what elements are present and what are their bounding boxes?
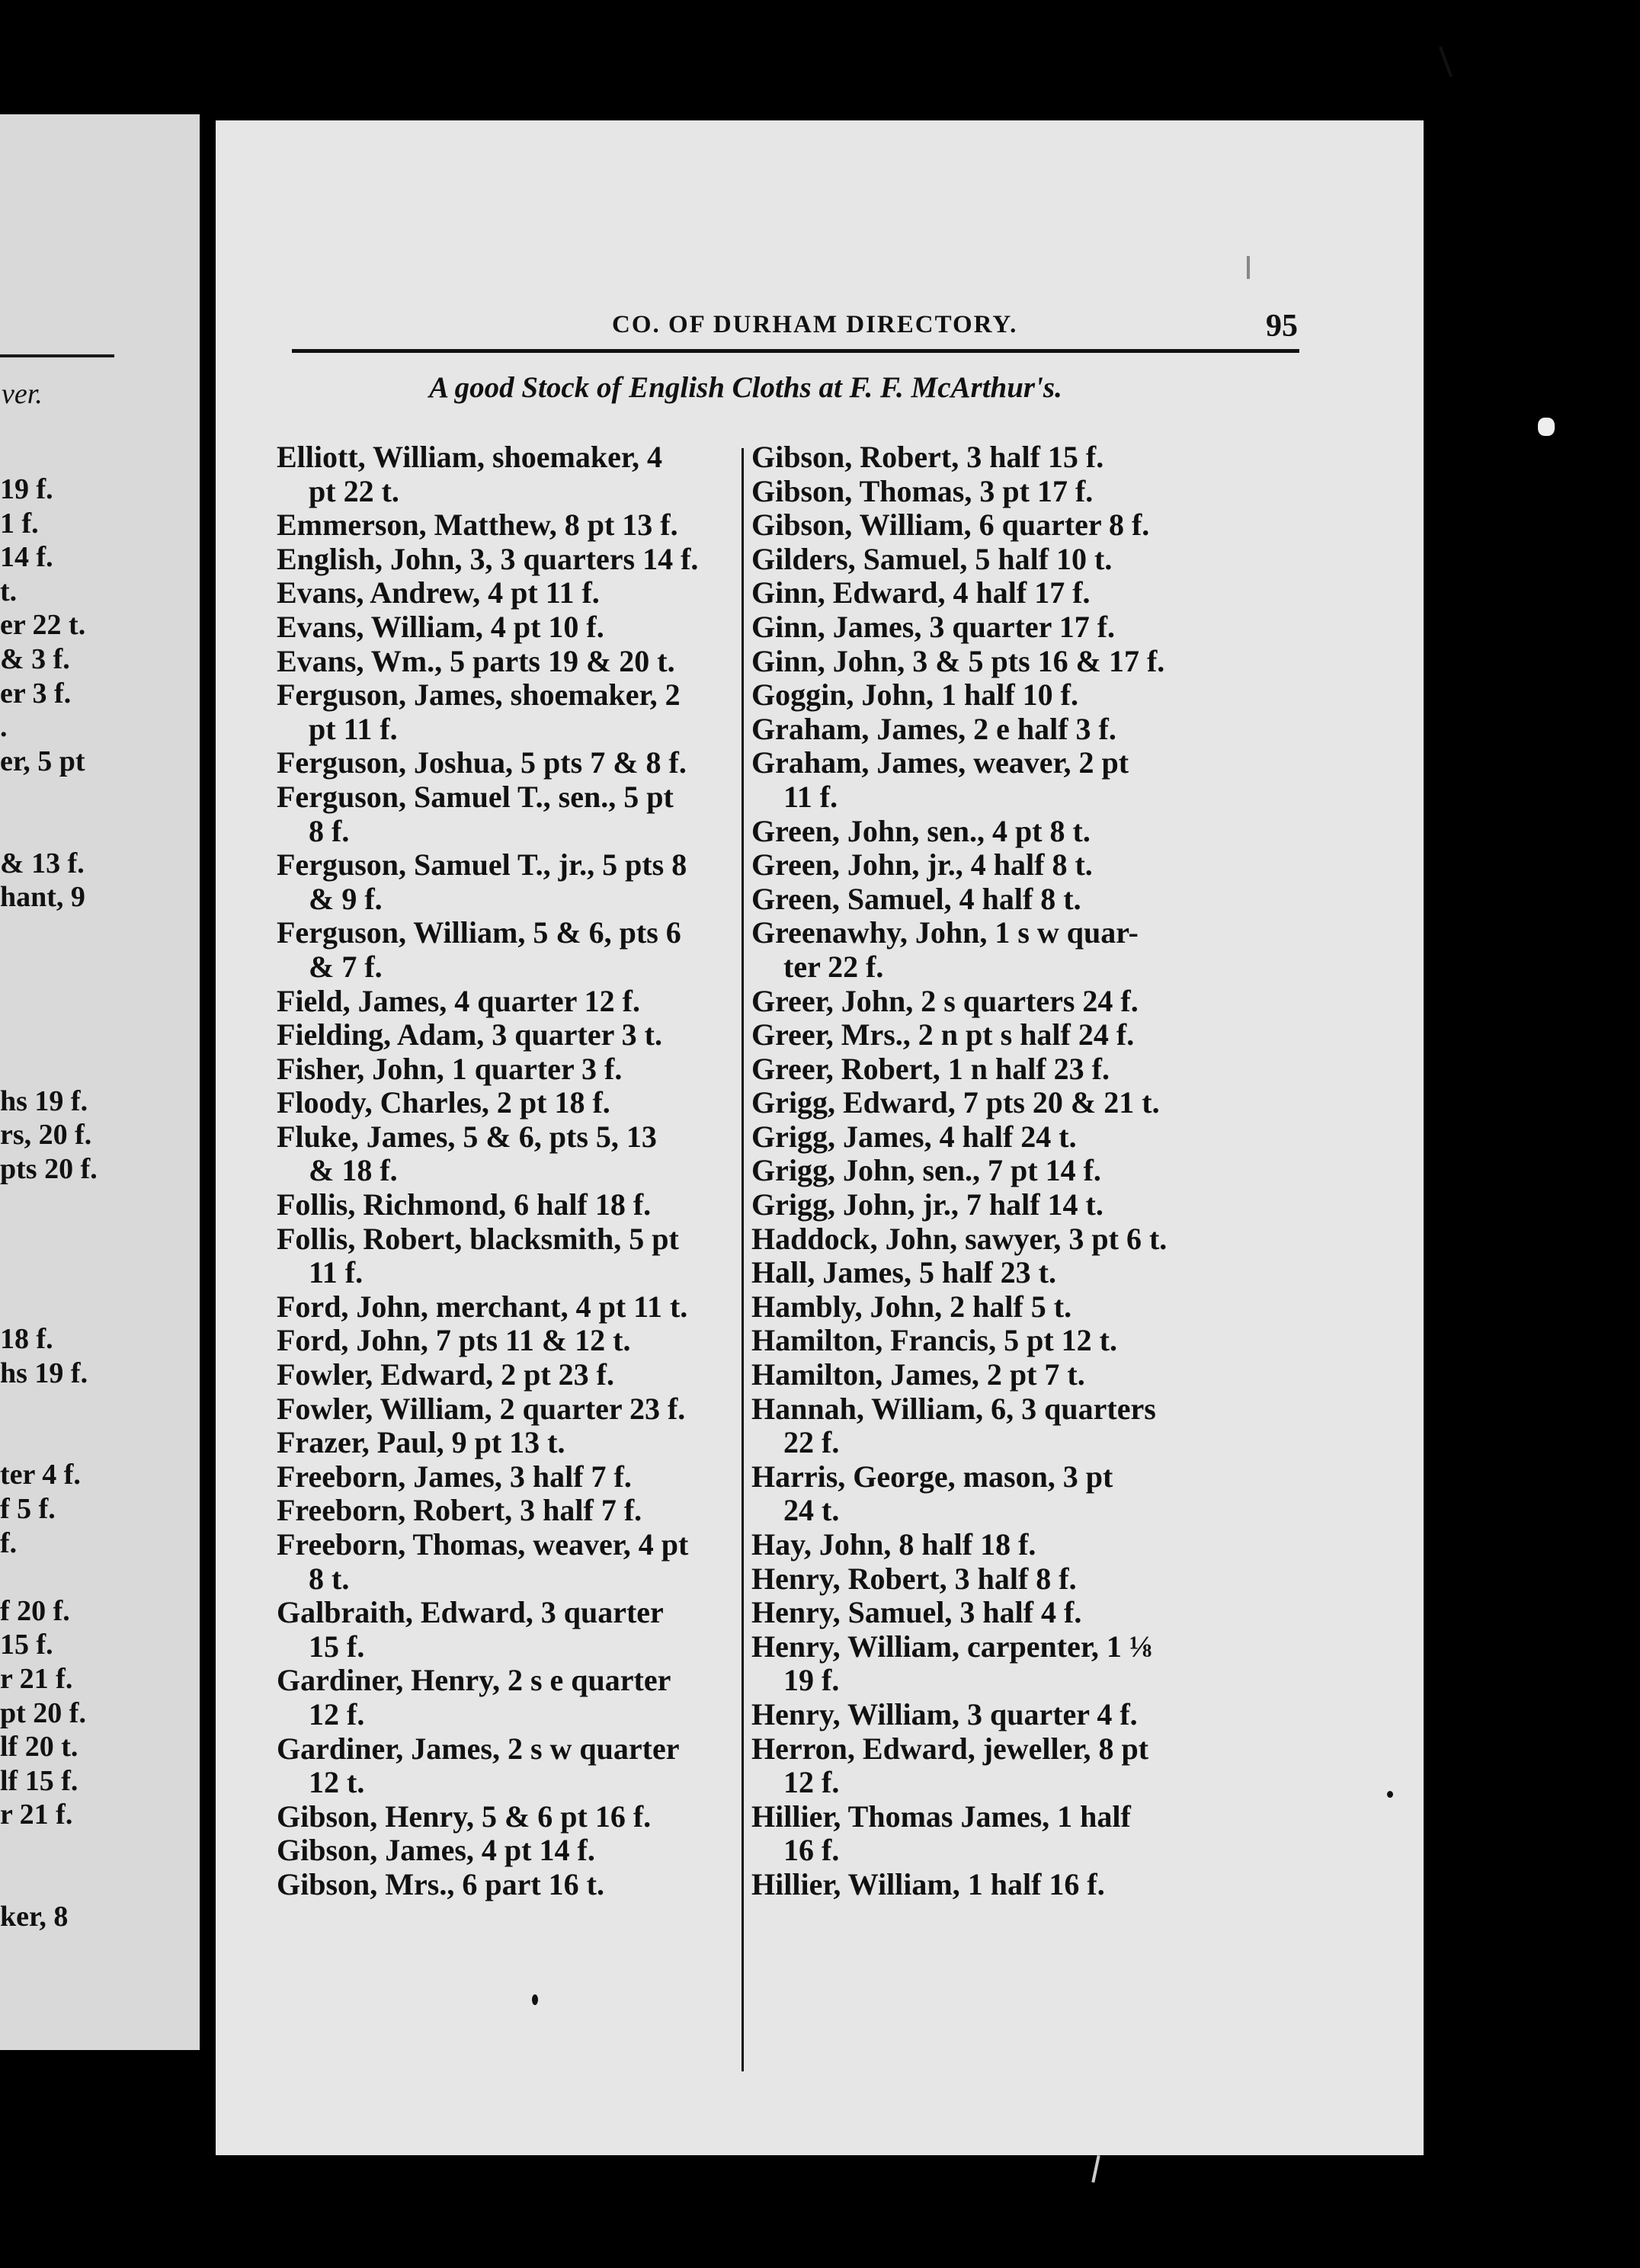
entry-line: Freeborn, Robert, 3 half 7 f. — [277, 1493, 642, 1528]
adjacent-page-fragment-line: er, 5 pt — [0, 745, 85, 777]
entry-line: Fielding, Adam, 3 quarter 3 t. — [277, 1017, 662, 1052]
directory-entry — [277, 508, 738, 543]
directory-entry — [751, 1290, 1239, 1325]
directory-entry — [277, 576, 738, 610]
scan-speck — [1439, 46, 1453, 78]
directory-title: CO. OF DURHAM DIRECTORY. — [612, 311, 1018, 338]
directory-entry — [751, 543, 1239, 577]
entry-line: Gardiner, James, 2 s w quarter — [277, 1731, 680, 1766]
directory-entry — [277, 746, 738, 780]
entry-line: Follis, Robert, blacksmith, 5 pt — [277, 1221, 679, 1256]
directory-entry — [277, 780, 738, 848]
directory-entry — [751, 985, 1239, 1019]
scan-speck — [1091, 2155, 1100, 2183]
directory-entry — [751, 678, 1239, 713]
entry-line: Freeborn, James, 3 half 7 f. — [277, 1459, 632, 1494]
entry-line: Field, James, 4 quarter 12 f. — [277, 983, 640, 1018]
entry-continuation: 24 t. — [783, 1493, 840, 1528]
entry-line: Fluke, James, 5 & 6, pts 5, 13 — [277, 1119, 657, 1154]
entry-line: Follis, Richmond, 6 half 18 f. — [277, 1187, 652, 1222]
entry-line: Ginn, James, 3 quarter 17 f. — [751, 609, 1116, 644]
entry-line: Henry, Samuel, 3 half 4 f. — [751, 1595, 1082, 1630]
entry-line: Ginn, John, 3 & 5 pts 16 & 17 f. — [751, 643, 1165, 678]
entry-continuation: pt 22 t. — [309, 473, 399, 508]
entry-line: Emmerson, Matthew, 8 pt 13 f. — [277, 508, 678, 543]
directory-entry — [277, 1868, 738, 1902]
entry-continuation: & 7 f. — [309, 949, 383, 984]
scan-speck — [1387, 1791, 1393, 1798]
directory-entry — [751, 1188, 1239, 1222]
directory-entry — [277, 1732, 738, 1800]
entry-line: Hambly, John, 2 half 5 t. — [751, 1289, 1072, 1324]
directory-entry — [751, 848, 1239, 883]
adjacent-page-fragment-line: t. — [0, 575, 18, 607]
entry-line: Herron, Edward, jeweller, 8 pt — [751, 1731, 1149, 1766]
entry-line: Gibson, Thomas, 3 pt 17 f. — [751, 473, 1094, 508]
entry-continuation: 12 t. — [309, 1765, 365, 1800]
entry-line: Grigg, Edward, 7 pts 20 & 21 t. — [751, 1085, 1160, 1120]
directory-entry — [751, 916, 1239, 984]
directory-entry — [751, 508, 1239, 543]
directory-entry — [751, 1596, 1239, 1630]
adjacent-page-fragment-line: & 3 f. — [0, 643, 70, 675]
directory-entry — [277, 1324, 738, 1358]
directory-entry — [751, 1052, 1239, 1087]
entry-line: Ferguson, Samuel T., sen., 5 pt — [277, 779, 674, 814]
entry-continuation: ter 22 f. — [783, 949, 884, 984]
entry-line: Hamilton, Francis, 5 pt 12 t. — [751, 1323, 1117, 1358]
adjacent-page-fragment-line: rs, 20 f. — [0, 1119, 92, 1152]
entry-continuation: 15 f. — [309, 1629, 365, 1664]
directory-entry — [751, 475, 1239, 509]
entry-line: Evans, Andrew, 4 pt 11 f. — [277, 575, 600, 610]
directory-entry — [277, 543, 738, 577]
adjacent-page-fragment-line: f 20 f. — [0, 1594, 70, 1627]
entry-line: Goggin, John, 1 half 10 f. — [751, 678, 1078, 713]
adjacent-page-fragment-line: er 3 f. — [0, 677, 72, 710]
entry-line: English, John, 3, 3 quarters 14 f. — [277, 541, 699, 576]
entry-continuation: 16 f. — [783, 1833, 840, 1868]
adjacent-page-fragment-line: ter 4 f. — [0, 1459, 81, 1491]
entry-continuation: & 18 f. — [309, 1153, 398, 1188]
entry-line: Graham, James, 2 e half 3 f. — [751, 711, 1116, 746]
column-divider — [742, 448, 744, 2071]
directory-entry — [277, 1664, 738, 1731]
adjacent-page-fragment-line: hs 19 f. — [0, 1357, 88, 1389]
entry-line: Ferguson, Joshua, 5 pts 7 & 8 f. — [277, 745, 687, 780]
adjacent-page-fragment-line: lf 15 f. — [0, 1764, 78, 1797]
directory-entry — [277, 1358, 738, 1392]
directory-entry — [277, 440, 738, 508]
header-rule — [292, 349, 1299, 353]
entry-line: Ford, John, 7 pts 11 & 12 t. — [277, 1323, 631, 1358]
directory-entry — [751, 1120, 1239, 1155]
entry-line: Greer, Robert, 1 n half 23 f. — [751, 1051, 1110, 1086]
adjacent-page-fragment-line: . — [0, 711, 8, 744]
directory-entry — [751, 1528, 1239, 1562]
directory-entry — [751, 1222, 1239, 1257]
entry-line: Greenawhy, John, 1 s w quar- — [751, 915, 1139, 950]
entry-continuation: 19 f. — [783, 1663, 840, 1698]
left-column — [277, 440, 738, 1902]
adjacent-page-fragment-line: 14 f. — [0, 541, 53, 574]
entry-line: Ferguson, William, 5 & 6, pts 6 — [277, 915, 681, 950]
entry-line: Evans, Wm., 5 parts 19 & 20 t. — [277, 643, 675, 678]
scan-speck — [1538, 418, 1555, 436]
adjacent-page-fragment-line: 19 f. — [0, 473, 53, 505]
adjacent-page-fragment-line: hs 19 f. — [0, 1084, 88, 1117]
entry-line: Hay, John, 8 half 18 f. — [751, 1527, 1036, 1562]
directory-entry — [277, 985, 738, 1019]
entry-line: Gibson, Henry, 5 & 6 pt 16 f. — [277, 1799, 652, 1834]
adjacent-page-fragment-line: r 21 f. — [0, 1663, 73, 1695]
directory-entry — [277, 1120, 738, 1188]
entry-continuation: 22 f. — [783, 1425, 840, 1460]
running-header — [292, 311, 1298, 349]
directory-entry — [751, 1698, 1239, 1732]
entry-line: Gibson, Robert, 3 half 15 f. — [751, 440, 1104, 474]
entry-line: Haddock, John, sawyer, 3 pt 6 t. — [751, 1221, 1168, 1256]
directory-entry — [751, 576, 1239, 610]
directory-entry — [751, 1086, 1239, 1120]
entry-line: Grigg, John, jr., 7 half 14 t. — [751, 1187, 1103, 1222]
entry-line: Henry, William, 3 quarter 4 f. — [751, 1696, 1138, 1731]
adjacent-page-fragment-line: f 5 f. — [0, 1493, 56, 1525]
adjacent-page-fragment-line: er 22 t. — [0, 609, 86, 642]
adjacent-page-fragment-line: & 13 f. — [0, 847, 85, 879]
entry-line: Grigg, John, sen., 7 pt 14 f. — [751, 1153, 1101, 1188]
directory-entry — [277, 1528, 738, 1596]
entry-line: Hamilton, James, 2 pt 7 t. — [751, 1357, 1085, 1392]
directory-entry — [751, 440, 1239, 475]
directory-entry — [751, 645, 1239, 679]
entry-line: Green, John, sen., 4 pt 8 t. — [751, 813, 1091, 848]
scan-speck — [1247, 256, 1250, 279]
entry-line: Frazer, Paul, 9 pt 13 t. — [277, 1425, 565, 1460]
directory-entry — [277, 678, 738, 746]
directory-entry — [277, 1494, 738, 1528]
directory-entry — [751, 883, 1239, 917]
directory-entry — [751, 610, 1239, 645]
adjacent-page-fragment-line: hant, 9 — [0, 881, 85, 914]
directory-entry — [277, 1222, 738, 1290]
entry-line: Gilders, Samuel, 5 half 10 t. — [751, 541, 1113, 576]
directory-entry — [277, 1392, 738, 1427]
entry-line: Greer, Mrs., 2 n pt s half 24 f. — [751, 1017, 1135, 1052]
advertisement-tagline: A good Stock of English Cloths at F. F. McArthur's. — [429, 371, 1062, 404]
entry-line: Greer, John, 2 s quarters 24 f. — [751, 983, 1139, 1018]
adjacent-page-fragment-line: lf 20 t. — [0, 1731, 78, 1763]
directory-entry — [277, 610, 738, 645]
adjacent-page-fragment-line: pts 20 f. — [0, 1153, 98, 1185]
entry-continuation: 8 f. — [309, 813, 350, 848]
entry-line: Green, Samuel, 4 half 8 t. — [751, 881, 1081, 916]
directory-entry — [277, 1596, 738, 1664]
entry-line: Freeborn, Thomas, weaver, 4 pt — [277, 1527, 689, 1562]
directory-entry — [277, 1800, 738, 1834]
entry-continuation: pt 11 f. — [309, 711, 398, 746]
directory-entry — [751, 1630, 1239, 1698]
directory-entry — [751, 1018, 1239, 1052]
entry-line: Green, John, jr., 4 half 8 t. — [751, 847, 1093, 883]
directory-entry — [277, 1188, 738, 1222]
directory-entry — [277, 1086, 738, 1120]
directory-entry — [277, 1460, 738, 1494]
directory-entry — [751, 713, 1239, 747]
entry-line: Henry, William, carpenter, 1 ⅛ — [751, 1629, 1152, 1664]
directory-entry — [751, 1324, 1239, 1358]
directory-entry — [751, 815, 1239, 849]
entry-continuation: 11 f. — [309, 1255, 364, 1290]
entry-continuation: 11 f. — [783, 779, 838, 814]
entry-line: Ford, John, merchant, 4 pt 11 t. — [277, 1289, 688, 1324]
entry-line: Harris, George, mason, 3 pt — [751, 1459, 1113, 1494]
directory-entry — [751, 1732, 1239, 1800]
adjacent-page-fragment-line: 15 f. — [0, 1629, 53, 1661]
entry-line: Henry, Robert, 3 half 8 f. — [751, 1561, 1077, 1596]
entry-line: Ginn, Edward, 4 half 17 f. — [751, 575, 1091, 610]
entry-continuation: 12 f. — [783, 1765, 840, 1800]
entry-line: Grigg, James, 4 half 24 t. — [751, 1119, 1077, 1154]
directory-entry — [277, 1052, 738, 1087]
entry-line: Ferguson, Samuel T., jr., 5 pts 8 — [277, 847, 687, 883]
adjacent-page-fragment — [0, 114, 200, 2050]
entry-line: Gibson, William, 6 quarter 8 f. — [751, 508, 1150, 543]
entry-line: Floody, Charles, 2 pt 18 f. — [277, 1085, 610, 1120]
directory-entry — [277, 645, 738, 679]
right-column — [751, 440, 1239, 1902]
directory-entry — [277, 1290, 738, 1325]
entry-line: Fowler, William, 2 quarter 23 f. — [277, 1391, 686, 1426]
adjacent-page-fragment-line: ver. — [2, 378, 43, 410]
entry-line: Gibson, Mrs., 6 part 16 t. — [277, 1866, 604, 1901]
adjacent-page-fragment-line: f. — [0, 1526, 18, 1559]
directory-entry — [751, 1358, 1239, 1392]
scan-speck — [532, 1994, 538, 2005]
directory-entry — [277, 1018, 738, 1052]
adjacent-page-fragment-line: pt 20 f. — [0, 1696, 86, 1729]
adjacent-page-fragment-line: 18 f. — [0, 1323, 53, 1355]
entry-line: Fisher, John, 1 quarter 3 f. — [277, 1051, 623, 1086]
directory-entry — [751, 1868, 1239, 1902]
directory-entry — [751, 1460, 1239, 1528]
adjacent-page-fragment-line: 1 f. — [0, 507, 39, 540]
directory-entry — [751, 1562, 1239, 1597]
adjacent-page-fragment-line: r 21 f. — [0, 1799, 73, 1831]
entry-line: Gardiner, Henry, 2 s e quarter — [277, 1663, 671, 1698]
entry-line: Hillier, Thomas James, 1 half — [751, 1799, 1131, 1834]
entry-line: Hillier, William, 1 half 16 f. — [751, 1866, 1105, 1901]
directory-entry — [277, 848, 738, 916]
directory-entry — [751, 1800, 1239, 1868]
entry-line: Hall, James, 5 half 23 t. — [751, 1255, 1056, 1290]
entry-line: Evans, William, 4 pt 10 f. — [277, 609, 604, 644]
directory-entry — [277, 1426, 738, 1460]
directory-entry — [751, 1154, 1239, 1188]
entry-line: Elliott, William, shoemaker, 4 — [277, 440, 662, 474]
entry-continuation: & 9 f. — [309, 881, 383, 916]
entry-line: Graham, James, weaver, 2 pt — [751, 745, 1129, 780]
adjacent-page-rule — [0, 354, 114, 357]
entry-continuation: 8 t. — [309, 1561, 350, 1596]
directory-entry — [751, 1256, 1239, 1290]
directory-page — [216, 120, 1424, 2155]
entry-line: Hannah, William, 6, 3 quarters — [751, 1391, 1156, 1426]
entry-line: Fowler, Edward, 2 pt 23 f. — [277, 1357, 614, 1392]
entry-line: Gibson, James, 4 pt 14 f. — [277, 1833, 595, 1868]
entry-line: Ferguson, James, shoemaker, 2 — [277, 678, 681, 713]
page-number: 95 — [1266, 309, 1298, 344]
directory-entry — [277, 916, 738, 984]
directory-entry — [277, 1834, 738, 1868]
entry-line: Galbraith, Edward, 3 quarter — [277, 1595, 664, 1630]
adjacent-page-fragment-line: ker, 8 — [0, 1901, 69, 1933]
directory-entry — [751, 1392, 1239, 1460]
entry-continuation: 12 f. — [309, 1696, 365, 1731]
directory-entry — [751, 746, 1239, 814]
